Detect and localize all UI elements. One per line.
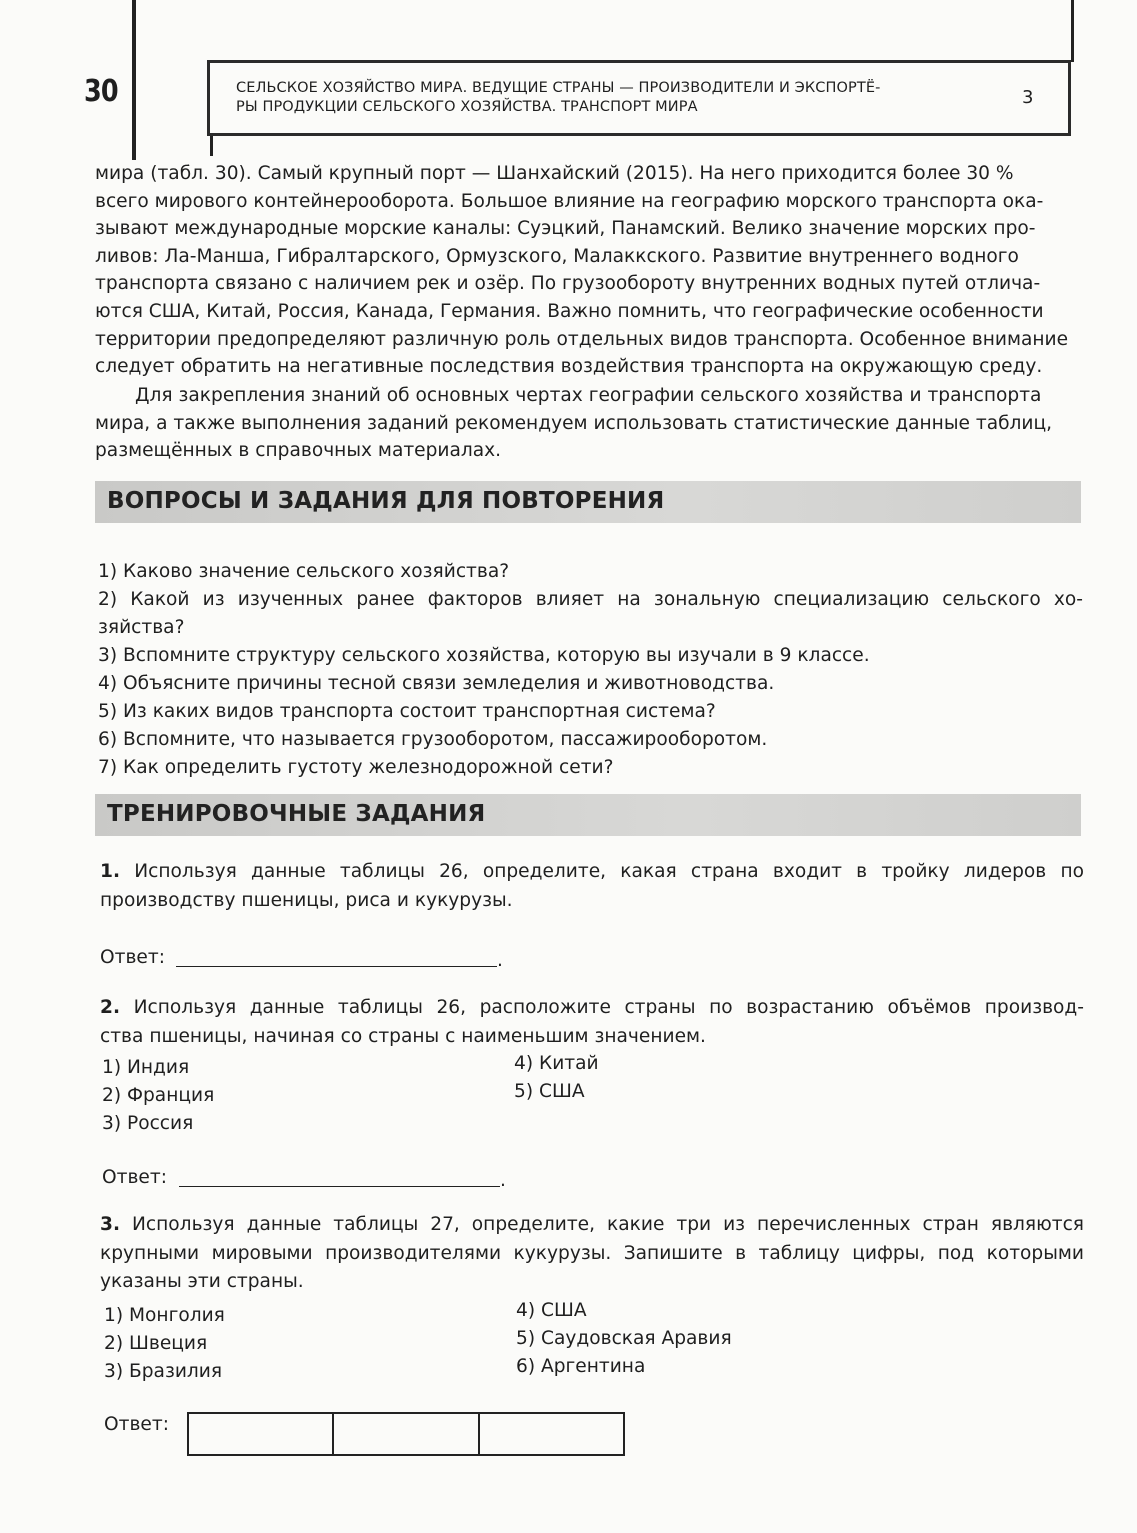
text-line: всего мирового контейнерооборота. Большое влияние на географию морского транспорта ока-: [95, 190, 1044, 212]
task-2-number: 2.: [100, 997, 121, 1018]
review-question: зяйства?: [98, 617, 185, 638]
task-2-options-left: [102, 1054, 214, 1138]
chapter-title-line-2: РЫ ПРОДУКЦИИ СЕЛЬСКОГО ХОЗЯЙСТВА. ТРАНСПОРТ МИРА: [236, 99, 698, 115]
chapter-number: 3: [1022, 87, 1034, 108]
task-1: [100, 858, 1084, 915]
option: 6) Аргентина: [516, 1356, 646, 1377]
task-2-line-1: [100, 994, 1084, 1023]
task-3-options-left: [104, 1302, 225, 1386]
task-1-answer-field[interactable]: [176, 966, 497, 967]
header-top-rule: [1071, 0, 1074, 62]
option: 4) США: [516, 1300, 587, 1321]
option: 1) Индия: [102, 1057, 190, 1078]
answer-cell[interactable]: [480, 1414, 623, 1454]
option: 1) Монголия: [104, 1305, 225, 1326]
review-question: 2) Какой из изученных ранее факторов влияет на зональную специализацию сельского хо-: [98, 589, 1083, 610]
task-3-line-2: крупными мировыми производителями кукурузы. Запишите в таблицу цифры, под которыми: [100, 1242, 1084, 1264]
option: 5) США: [514, 1081, 585, 1102]
text-line: территории предопределяют различную роль отдельных видов транспорта. Особенное внимание: [95, 328, 1069, 350]
task-2: [100, 994, 1084, 1051]
task-3-line-1: [100, 1211, 1084, 1240]
task-3-line-3: указаны эти страны.: [100, 1271, 304, 1292]
review-question: 1) Каково значение сельского хозяйства?: [98, 561, 510, 582]
task-2-answer-field[interactable]: [179, 1186, 500, 1187]
chapter-title: [236, 79, 976, 117]
task-3-number: 3.: [100, 1214, 121, 1235]
option: 5) Саудовская Аравия: [516, 1328, 732, 1349]
text-line: мира, а также выполнения заданий рекомендуем использовать статистические данные таблиц,: [95, 412, 1053, 434]
margin-rule-top: [132, 0, 136, 160]
page-number: 30: [84, 74, 118, 109]
task-3-answer-table: [187, 1412, 625, 1456]
review-section-title: ВОПРОСЫ И ЗАДАНИЯ ДЛЯ ПОВТОРЕНИЯ: [107, 488, 665, 514]
task-2-line-2: ства пшеницы, начиная со страны с наименьшим значением.: [100, 1025, 706, 1047]
review-question: 5) Из каких видов транспорта состоит транспортная система?: [98, 701, 716, 722]
review-question: 6) Вспомните, что называется грузооборотом, пассажирооборотом.: [98, 729, 768, 750]
header-left-tick: [210, 136, 213, 156]
period: .: [497, 950, 503, 971]
training-section-title: ТРЕНИРОВОЧНЫЕ ЗАДАНИЯ: [107, 801, 486, 827]
text-line: ются США, Китай, Россия, Канада, Германия. Важно помнить, что географические особенности: [95, 300, 1044, 322]
text-line: мира (табл. 30). Самый крупный порт — Шанхайский (2015). На него приходится более 30 %: [95, 163, 1014, 184]
text-line: размещённых в справочных материалах.: [95, 440, 502, 462]
option: 3) Россия: [102, 1113, 194, 1134]
review-section-header: [95, 481, 1081, 523]
option: 4) Китай: [514, 1053, 599, 1074]
option: 3) Бразилия: [104, 1361, 223, 1382]
task-2-text: Используя данные таблицы 26, расположите страны по возрастанию объёмов производ-: [133, 997, 1084, 1018]
review-question: 3) Вспомните структуру сельского хозяйства, которую вы изучали в 9 классе.: [98, 645, 870, 666]
answer-cell[interactable]: [189, 1414, 334, 1454]
review-question: 4) Объясните причины тесной связи земледелия и животноводства.: [98, 673, 775, 694]
task-3: [100, 1211, 1084, 1297]
review-question: 7) Как определить густоту железнодорожной сети?: [98, 757, 614, 778]
task-1-line-1: [100, 858, 1084, 887]
review-question-list: [98, 558, 1083, 782]
text-line: Для закрепления знаний об основных чертах географии сельского хозяйства и транспорта: [135, 385, 1042, 406]
task-3-answer-label: Ответ:: [104, 1414, 169, 1435]
intro-paragraph-1: [95, 160, 1079, 381]
chapter-title-line-1: СЕЛЬСКОЕ ХОЗЯЙСТВО МИРА. ВЕДУЩИЕ СТРАНЫ — ПРОИЗВОДИТЕЛИ И ЭКСПОРТЁ-: [236, 80, 881, 96]
text-line: следует обратить на негативные последствия воздействия транспорта на окружающую среду.: [95, 356, 1043, 378]
task-1-number: 1.: [100, 861, 121, 882]
option: 2) Швеция: [104, 1333, 208, 1354]
text-line: транспорта связано с наличием рек и озёр. По грузообороту внутренних водных путей отлича-: [95, 273, 1041, 295]
option: 2) Франция: [102, 1085, 215, 1106]
task-3-options-right: [516, 1297, 732, 1381]
period: .: [500, 1170, 506, 1191]
task-1-text: Используя данные таблицы 26, определите, какая страна входит в тройку лидеров по: [134, 861, 1084, 882]
training-section-header: [95, 794, 1081, 836]
task-1-answer-label: Ответ:: [100, 947, 165, 968]
answer-cell[interactable]: [334, 1414, 479, 1454]
task-3-text: Используя данные таблицы 27, определите, какие три из перечисленных стран являются: [132, 1214, 1084, 1235]
text-line: ливов: Ла-Манша, Гибралтарского, Ормузского, Малаккского. Развитие внутреннего водного: [95, 245, 1019, 267]
task-1-line-2: производству пшеницы, риса и кукурузы.: [100, 889, 513, 911]
intro-paragraph-2: [95, 382, 1079, 465]
text-line: зывают международные морские каналы: Суэцкий, Панамский. Велико значение морских про-: [95, 218, 1036, 240]
task-2-options-right: [514, 1050, 599, 1106]
task-2-answer-label: Ответ:: [102, 1167, 167, 1188]
